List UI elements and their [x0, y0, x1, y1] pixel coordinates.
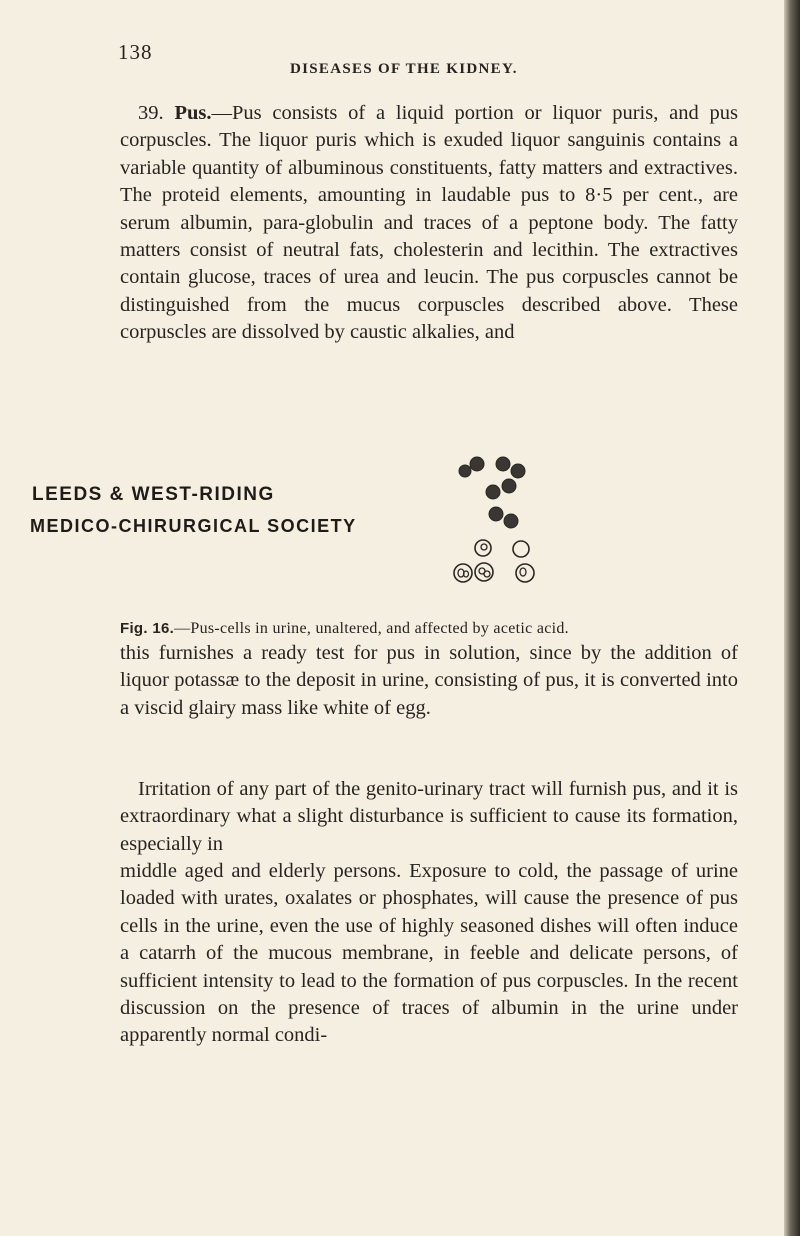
- section-number: 39.: [138, 102, 164, 124]
- pus-cell: [459, 465, 471, 477]
- page-edge-shadow: [784, 0, 800, 1236]
- pus-cells-illustration: [410, 440, 610, 610]
- pus-cell: [504, 514, 518, 528]
- running-head: DISEASES OF THE KIDNEY.: [290, 61, 518, 77]
- acetic-cell: [513, 541, 529, 557]
- library-stamp-line1: LEEDS & WEST-RIDING: [32, 484, 275, 505]
- pus-cell: [496, 457, 510, 471]
- paragraph-part1: Irritation of any part of the genito-urinary tract will furnish pus, and it is extraordinary what a slight disturbance is sufficient to cause its formation, especially in: [120, 778, 738, 855]
- pus-cell: [502, 479, 516, 493]
- figure-area: [30, 440, 750, 620]
- figure-caption: [120, 620, 740, 638]
- pus-cell: [486, 485, 500, 499]
- acetic-cell: [516, 564, 534, 582]
- figure-caption-text: —Pus-cells in urine, unaltered, and affected by acetic acid.: [174, 620, 569, 637]
- section-title: Pus.: [174, 102, 212, 124]
- paragraph-part2: middle aged and elderly persons. Exposure to cold, the passage of urine loaded with urates, oxalates or phosphates, will cause the presence of pus cells in the urine, even the use of highly seasoned dishes will often induce a catarrh of the mucous membrane, in feeble and delicate persons, of sufficient intensity to lead to the formation of pus corpuscles. In the recent discussion on the presence of traces of albumin in the urine under apparently normal condi-: [120, 860, 738, 1047]
- acetic-cell: [475, 540, 491, 556]
- section-intro: —Pus consists of a liquid portion or liquor puris, and pus corpuscles. The liquor puris which is exuded liquor sanguinis contains a variable quantity of albuminous constituents, fatty matters and extractives. The proteid elements, amounting in laudable pus to 8·5 per cent., are serum albumin, para-globulin and traces of a peptone body. The fatty matters consist of neutral fats, cholesterin and lecithin. The extractives contain glucose, traces of urea and leucin. The pus corpuscles cannot be distinguished from the mucus corpuscles described above. These corpuscles are dissolved by caustic alkalies, and: [120, 102, 739, 344]
- continuation-paragraph: this furnishes a ready test for pus in solution, since by the addition of liquor potassæ to the deposit in urine, consisting of pus, it is converted into a viscid glairy mass like white of egg.: [120, 642, 738, 719]
- page-number: 138: [118, 40, 153, 64]
- figure-label: Fig. 16.: [120, 620, 175, 637]
- pus-cell: [489, 507, 503, 521]
- library-stamp-line2: MEDICO-CHIRURGICAL SOCIETY: [30, 516, 357, 536]
- pus-cell: [470, 457, 484, 471]
- pus-cell: [511, 464, 525, 478]
- section-paragraph: [120, 100, 738, 347]
